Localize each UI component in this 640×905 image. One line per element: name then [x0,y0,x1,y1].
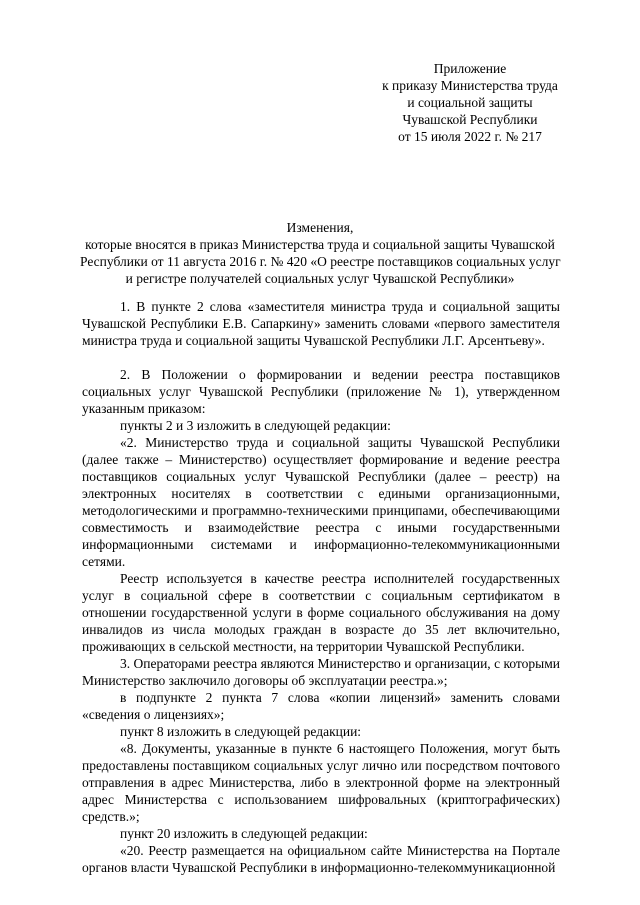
appendix-line-3: и социальной защиты [407,95,533,110]
document-body [82,298,560,876]
paragraph-4: «2. Министерство труда и социальной защиты Чувашской Республики (далее также – Министерство) осуществляет формирование и ведение реестра поставщиков социальных услуг Чувашской Республики (далее – реестр) на электронных носителях в соответствии с едиными организационными, методологическими и программно-техническими принципами, обеспечивающими совместимость и взаимодействие реестра с иными государственными информационными системами и информационно-телекоммуникационными сетями. [82,435,560,569]
paragraph-2: 2. В Положении о формировании и ведении реестра поставщиков социальных услуг Чувашской Республики (приложение № 1), утвержденном указанным приказом: [82,367,560,416]
title-line-3: и регистре получателей социальных услуг Чувашской Республики» [125,271,515,286]
paragraph-3: пункты 2 и 3 изложить в следующей редакции: [120,418,391,433]
appendix-line-2: к приказу Министерства труда [382,78,558,93]
paragraph-7: в подпункте 2 пункта 7 слова «копии лицензий» заменить словами «сведения о лицензиях»; [82,690,560,722]
paragraph-5: Реестр используется в качестве реестра исполнителей государственных услуг в социальной сфере в соответствии с социальным сертификатом в отношении государственной услуги в форме социального обслуживания на дому инвалидов из числа молодых граждан в возрасте до 35 лет включительно, проживающих в сельской местности, на территории Чувашской Республики. [82,571,560,654]
title-line-2: Республики от 11 августа 2016 г. № 420 «О реестре поставщиков социальных услуг [80,254,561,269]
paragraph-1: 1. В пункте 2 слова «заместителя министра труда и социальной защиты Чувашской Республики Е.В. Сапаркину» заменить словами «первого заместителя министра труда и социальной защиты Чувашской Республики Л.Г. Арсентьеву». [82,299,560,348]
appendix-line-1: Приложение [433,61,507,76]
appendix-line-5: от 15 июля 2022 г. № 217 [398,129,542,144]
paragraph-10: пункт 20 изложить в следующей редакции: [120,826,368,841]
paragraph-8: пункт 8 изложить в следующей редакции: [120,724,362,739]
paragraph-9: «8. Документы, указанные в пункте 6 настоящего Положения, могут быть предоставлены поставщиком социальных услуг лично или посредством почтового отправления в адрес Министерства, либо в электронной форме на электронный адрес Министерства с использованием шифровальных (криптографических) средств.»; [82,741,560,824]
appendix-line-4: Чувашской Республики [402,112,538,127]
title-line-1: которые вносятся в приказ Министерства труда и социальной защиты Чувашской [85,237,555,252]
document-title [80,219,560,287]
paragraph-11: «20. Реестр размещается на официальном сайте Министерства на Портале органов власти Чувашской Республики в информационно-телекоммуникационной [82,843,560,875]
appendix-header [380,60,560,145]
title-heading: Изменения, [286,220,354,235]
paragraph-6: 3. Операторами реестра являются Министерство и организации, с которыми Министерство заключило договоры об эксплуатации реестра.»; [82,656,560,688]
